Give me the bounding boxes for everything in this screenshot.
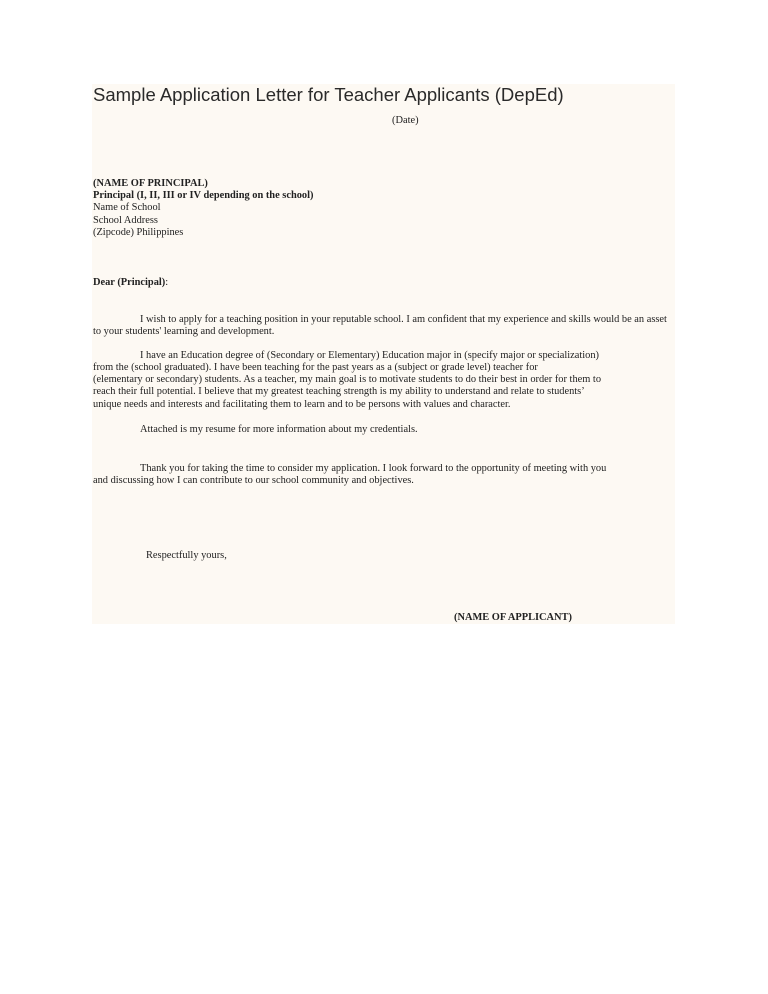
recipient-address: School Address [93,215,158,226]
salutation [93,277,168,289]
recipient-position: Principal (I, II, III or IV depending on the school) [93,190,314,201]
salutation-label: Dear (Principal) [93,277,166,288]
letter-date: (Date) [392,115,419,126]
recipient-school: Name of School [93,202,161,213]
paragraph-4-line-1: Thank you for taking the time to consider my application. I look forward to the opportunity of meeting with you [140,463,607,474]
letter-body [92,84,675,624]
paragraph-2-line-3: (elementary or secondary) students. As a teacher, my main goal is to motivate students to do their best in order for them to [93,374,602,385]
document-title: Sample Application Letter for Teacher Applicants (DepEd) [93,84,564,105]
paragraph-2-line-5: unique needs and interests and facilitating them to learn and to be persons with values and character. [93,399,511,410]
salutation-punct: : [165,277,169,288]
closing: Respectfully yours, [146,550,227,561]
recipient-name: (NAME OF PRINCIPAL) [93,178,208,189]
paragraph-2-line-2: from the (school graduated). I have been teaching for the past years as a (subject or grade level) teacher for [93,362,538,373]
paragraph-1 [93,314,675,339]
paragraph-1-text: I wish to apply for a teaching position in your reputable school. I am confident that my experience and skills would be an asset to your students' learning and development. [93,314,667,338]
paragraph-2-line-4: reach their full potential. I believe that my greatest teaching strength is my ability to understand and relate to students’ [93,386,585,397]
paragraph-4-line-2: and discussing how I can contribute to our school community and objectives. [93,475,414,486]
paragraph-3: Attached is my resume for more information about my credentials. [140,424,418,435]
signature-name: (NAME OF APPLICANT) [454,612,572,623]
paragraph-2-line-1: I have an Education degree of (Secondary or Elementary) Education major in (specify major or specialization) [140,350,600,361]
recipient-zip: (Zipcode) Philippines [93,227,184,238]
